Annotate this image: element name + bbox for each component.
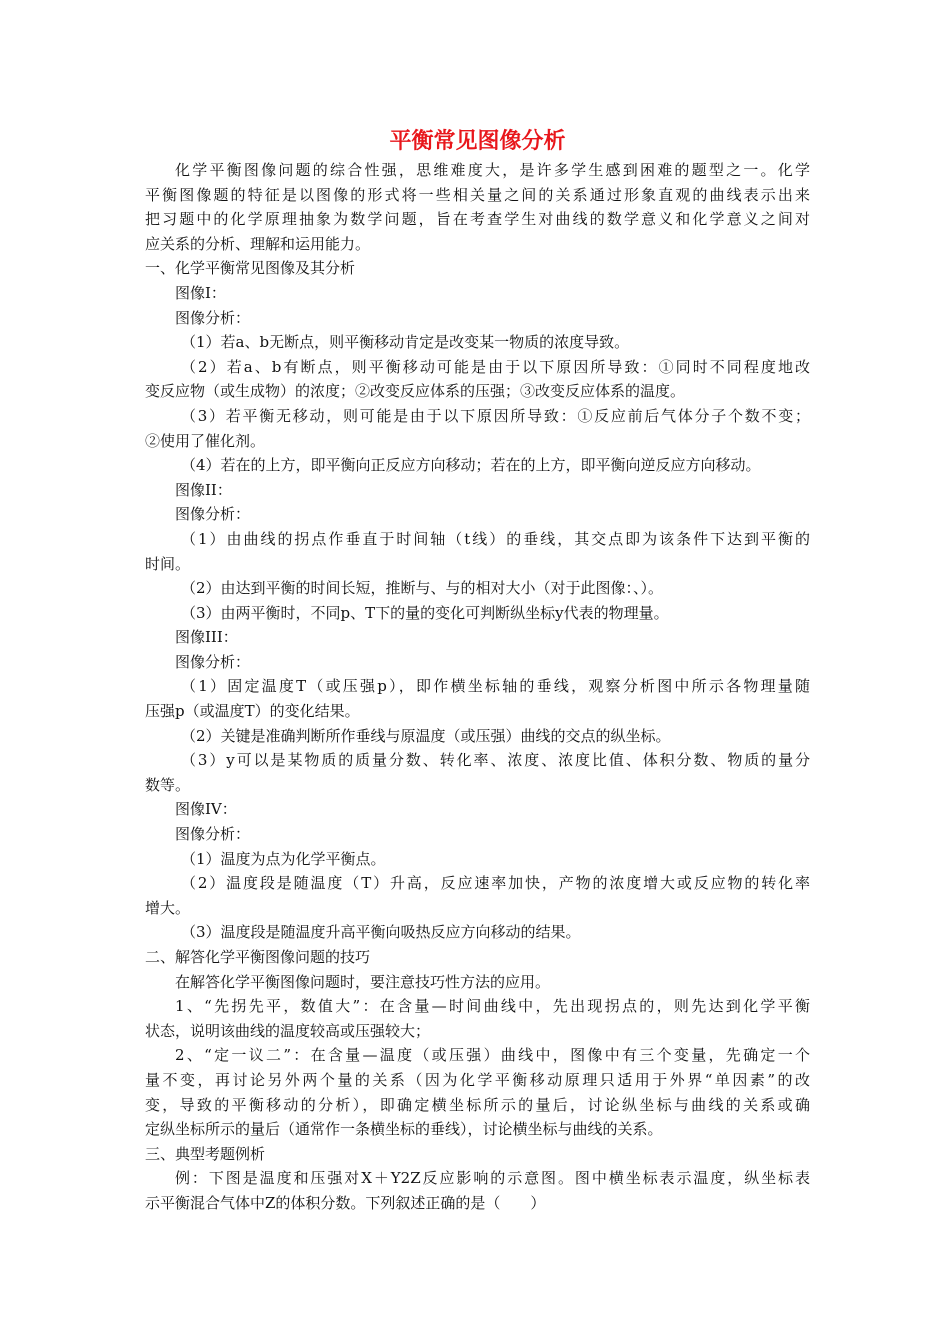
text-line: （1）若a、b无断点，则平衡移动肯定是改变某一物质的浓度导致。	[181, 333, 630, 352]
text-line: 变反应物（或生成物）的浓度；②改变反应体系的压强；③改变反应体系的温度。	[145, 382, 686, 401]
text-line: 例：下图是温度和压强对X＋Y2Z反应影响的示意图。图中横坐标表示温度，纵坐标表	[175, 1169, 810, 1188]
text-line: 增大。	[145, 898, 191, 917]
text-line: 变，导致的平衡移动的分析），即确定横坐标所示的量后，讨论纵坐标与曲线的关系或确	[145, 1095, 810, 1114]
text-line: 示平衡混合气体中Z的体积分数。下列叙述正确的是（ ）	[145, 1193, 546, 1212]
text-line: （2）温度段是随温度（T）升高，反应速率加快，产物的浓度增大或反应物的转化率	[181, 874, 810, 893]
text-line: 定纵坐标所示的量后（通常作一条横坐标的垂线），讨论横坐标与曲线的关系。	[145, 1120, 663, 1139]
text-line: 应关系的分析、理解和运用能力。	[145, 234, 371, 253]
text-line: 2、“定一议二”：在含量—温度（或压强）曲线中，图像中有三个变量，先确定一个	[175, 1046, 810, 1065]
text-line: ②使用了催化剂。	[145, 431, 266, 450]
text-line: 一、化学平衡常见图像及其分析	[145, 259, 356, 278]
text-line: 图像分析：	[175, 652, 251, 671]
text-line: 压强p（或温度T）的变化结果。	[145, 702, 360, 721]
text-line: 在解答化学平衡图像问题时，要注意技巧性方法的应用。	[175, 972, 551, 991]
text-line: （1）由曲线的拐点作垂直于时间轴（t线）的垂线，其交点即为该条件下达到平衡的	[181, 529, 810, 548]
text-line: 状态，说明该曲线的温度较高或压强较大；	[145, 1021, 431, 1040]
text-line: 图像分析：	[175, 505, 251, 524]
text-line: 图像III：	[175, 628, 238, 647]
text-line: 图像IV：	[175, 800, 237, 819]
text-line: 数等。	[145, 775, 191, 794]
text-line: 量不变，再讨论另外两个量的关系（因为化学平衡移动原理只适用于外界“单因素”的改	[145, 1070, 810, 1089]
text-line: （2）关键是准确判断所作垂线与原温度（或压强）曲线的交点的纵坐标。	[181, 726, 671, 745]
text-line: 图像I：	[175, 283, 226, 302]
text-line: 平衡图像题的特征是以图像的形式将一些相关量之间的关系通过形象直观的曲线表示出来	[145, 185, 810, 204]
text-line: （3）温度段是随温度升高平衡向吸热反应方向移动的结果。	[181, 923, 581, 942]
text-line: （3）y可以是某物质的质量分数、转化率、浓度、浓度比值、体积分数、物质的量分	[181, 751, 810, 770]
document-page	[145, 124, 810, 1216]
text-line: （2）由达到平衡的时间长短，推断与、与的相对大小（对于此图像：、）。	[181, 579, 664, 598]
text-line: 三、典型考题例析	[145, 1144, 266, 1163]
document-title: 平衡常见图像分析	[389, 128, 566, 154]
text-line: 时间。	[145, 554, 191, 573]
text-line: （3）由两平衡时，不同p、T下的量的变化可判断纵坐标y代表的物理量。	[181, 603, 669, 622]
text-line: 化学平衡图像问题的综合性强，思维难度大，是许多学生感到困难的题型之一。化学	[175, 161, 810, 179]
text-line: （1）温度为点为化学平衡点。	[181, 849, 386, 868]
text-line: （3）若平衡无移动，则可能是由于以下原因所导致：①反应前后气体分子个数不变；	[181, 406, 810, 425]
text-line: 图像分析：	[175, 825, 251, 844]
text-line: 图像分析：	[175, 308, 251, 327]
text-line: （2）若a、b有断点，则平衡移动可能是由于以下原因所导致：①同时不同程度地改	[181, 357, 810, 376]
text-line: （1）固定温度T（或压强p），即作横坐标轴的垂线，观察分析图中所示各物理量随	[181, 677, 810, 696]
text-line: （4）若在的上方，即平衡向正反应方向移动；若在的上方，即平衡向逆反应方向移动。	[181, 456, 761, 475]
text-line: 二、解答化学平衡图像问题的技巧	[145, 948, 371, 966]
text-line: 图像II：	[175, 480, 232, 499]
text-line: 1、“先拐先平，数值大”：在含量—时间曲线中，先出现拐点的，则先达到化学平衡	[175, 997, 810, 1016]
text-line: 把习题中的化学原理抽象为数学问题，旨在考查学生对曲线的数学意义和化学意义之间对	[145, 210, 810, 229]
document-body	[145, 158, 810, 1216]
